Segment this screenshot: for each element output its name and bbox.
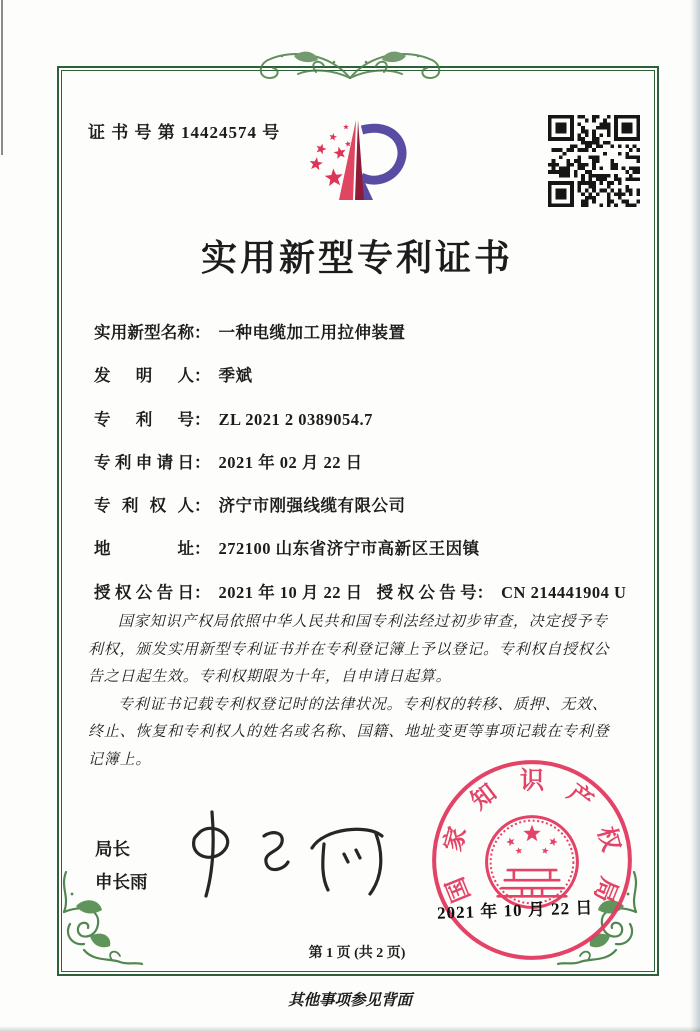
field-value: 2021 年 10 月 22 日 [218, 582, 363, 602]
signer-title: 局长 [95, 839, 130, 859]
svg-text:权: 权 [592, 823, 625, 855]
field-colon: ： [194, 496, 211, 516]
field-colon: ： [194, 452, 211, 472]
field-colon: ： [194, 366, 211, 386]
field-value: 济宁市刚强线缆有限公司 [218, 496, 406, 516]
page-number: 第 1 页 (共 2 页) [308, 946, 406, 961]
field-label: 实 用 新 型 名 称 [94, 323, 194, 342]
field-label: 专 利 号 [94, 409, 194, 429]
field-value: 272100 山东省济宁市高新区王因镇 [218, 539, 480, 559]
scan-artifact-line [1, 0, 3, 155]
field-colon: ： [194, 539, 211, 559]
svg-text:知: 知 [466, 778, 502, 816]
field-value: ZL 2021 2 0389054.7 [218, 409, 373, 429]
field-row-grant-date-and-number [94, 579, 634, 601]
qr-code-icon [548, 115, 640, 207]
handwritten-signature-icon [172, 806, 407, 901]
signer-name: 申长雨 [95, 872, 148, 892]
field-value: CN 214441904 U [501, 582, 627, 602]
field-row-inventor [94, 362, 634, 384]
field-value: 2021 年 02 月 22 日 [218, 452, 363, 472]
field-colon: ： [194, 582, 211, 602]
svg-text:家: 家 [439, 823, 472, 855]
field-colon: ： [476, 582, 494, 602]
legal-paragraph-1: 国家知识产权局依照中华人民共和国专利法经过初步审查，决定授予专利权，颁发实用新型专利证书并在专利登记簿上予以登记。专利权自授权公告之日起生效。专利权期限为十年，自申请日起算。 [88, 614, 610, 686]
field-label: 地 址 [94, 539, 194, 559]
certificate-fields [94, 319, 634, 622]
seal-date: 2021 年 10 月 22 日 [436, 898, 594, 923]
svg-text:局: 局 [588, 873, 623, 906]
scan-edge-shadow-bottom [0, 1026, 700, 1032]
field-row-filing-date [94, 449, 634, 471]
certificate-number: 证 书 号 第 14424574 号 [88, 123, 281, 142]
field-row-patent-number [94, 406, 634, 428]
field-value: 季斌 [218, 366, 253, 386]
signer-block [95, 833, 148, 899]
field-row-patentee [94, 492, 634, 514]
field-label: 授 权 公 告 号 [376, 582, 477, 602]
certificate-title: 实用新型专利证书 [200, 238, 513, 278]
field-label: 授 权 公 告 日 [94, 582, 194, 602]
back-note: 其他事项参见背面 [287, 992, 412, 1009]
field-label: 发 明 人 [94, 366, 194, 386]
field-colon: ： [194, 323, 211, 342]
cnipa-patent-logo-icon [290, 106, 408, 216]
field-label: 专 利 申 请 日 [94, 452, 194, 472]
field-label: 专 利 权 人 [94, 496, 194, 516]
field-pair-grant-number [377, 579, 627, 603]
legal-paragraph-2: 专利证书记载专利权登记时的法律状况。专利权的转移、质押、无效、终止、恢复和专利权人的姓名或名称、国籍、地址变更等事项记载在专利登记簿上。 [88, 696, 610, 768]
field-value: 一种电缆加工用拉伸装置 [218, 323, 406, 342]
scan-edge-shadow-right [690, 0, 700, 1032]
svg-text:国: 国 [441, 873, 476, 906]
cnipa-official-seal-icon [421, 757, 643, 967]
legal-text [88, 609, 616, 775]
svg-text:产: 产 [562, 778, 598, 816]
svg-text:识: 识 [519, 767, 545, 795]
field-colon: ： [194, 409, 211, 429]
field-row-address [94, 535, 634, 557]
top-floral-ornament-icon [246, 28, 454, 92]
field-row-invention-name [94, 319, 634, 341]
